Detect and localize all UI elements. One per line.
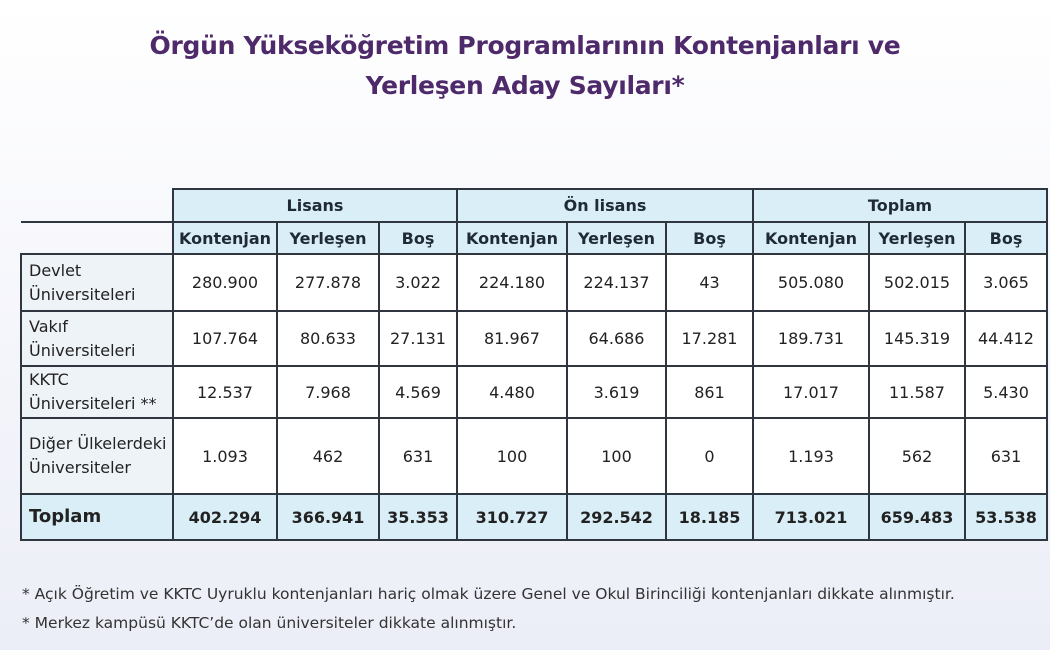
group-header-toplam: Toplam [753, 189, 1047, 222]
table-cell: 12.537 [173, 366, 277, 418]
row-label: Diğer Ülkelerdeki Üniversiteler [21, 418, 173, 494]
total-cell: 35.353 [379, 494, 457, 540]
table-cell: 631 [379, 418, 457, 494]
table-cell: 505.080 [753, 254, 869, 311]
subheader-kontenjan: Kontenjan [753, 222, 869, 254]
table-row [21, 366, 1047, 418]
total-cell: 713.021 [753, 494, 869, 540]
table-cell: 5.430 [965, 366, 1047, 418]
table-cell: 280.900 [173, 254, 277, 311]
table-cell: 100 [457, 418, 567, 494]
table-cell: 3.022 [379, 254, 457, 311]
table-cell: 7.968 [277, 366, 379, 418]
subheader-bos: Boş [666, 222, 753, 254]
table-cell: 861 [666, 366, 753, 418]
total-row [21, 494, 1047, 540]
total-cell: 659.483 [869, 494, 965, 540]
subheader-kontenjan: Kontenjan [173, 222, 277, 254]
table-cell: 43 [666, 254, 753, 311]
subheader-yerlesen: Yerleşen [567, 222, 666, 254]
table-cell: 27.131 [379, 311, 457, 366]
table-cell: 189.731 [753, 311, 869, 366]
quota-table [20, 188, 1048, 541]
table-cell: 44.412 [965, 311, 1047, 366]
total-cell: 366.941 [277, 494, 379, 540]
total-cell: 402.294 [173, 494, 277, 540]
total-cell: 18.185 [666, 494, 753, 540]
table-row [21, 418, 1047, 494]
table-corner [21, 189, 173, 222]
table-cell: 107.764 [173, 311, 277, 366]
title-line-1: Örgün Yükseköğretim Programlarının Kontenjanları ve [149, 31, 901, 60]
table-cell: 11.587 [869, 366, 965, 418]
table-cell: 3.065 [965, 254, 1047, 311]
table-cell: 1.193 [753, 418, 869, 494]
group-header-onlisans: Ön lisans [457, 189, 753, 222]
row-label: Vakıf Üniversiteleri [21, 311, 173, 366]
table-row [21, 254, 1047, 311]
table-cell: 3.619 [567, 366, 666, 418]
table-cell: 462 [277, 418, 379, 494]
table-cell: 80.633 [277, 311, 379, 366]
subheader-yerlesen: Yerleşen [277, 222, 379, 254]
table-corner-2 [21, 222, 173, 254]
table-cell: 631 [965, 418, 1047, 494]
table-cell: 1.093 [173, 418, 277, 494]
group-header-lisans: Lisans [173, 189, 457, 222]
row-label: Devlet Üniversiteleri [21, 254, 173, 311]
total-cell: 53.538 [965, 494, 1047, 540]
footnote: * Açık Öğretim ve KKTC Uyruklu kontenjanları hariç olmak üzere Genel ve Okul Birinciliği kontenjanları dikkate alınmıştır. [22, 585, 955, 603]
total-cell: 310.727 [457, 494, 567, 540]
title-line-2: Yerleşen Aday Sayıları* [365, 71, 685, 100]
table-cell: 562 [869, 418, 965, 494]
table-cell: 502.015 [869, 254, 965, 311]
subheader-bos: Boş [965, 222, 1047, 254]
footnote: * Merkez kampüsü KKTC’de olan üniversiteler dikkate alınmıştır. [22, 614, 517, 632]
row-label: KKTC Üniversiteleri ** [21, 366, 173, 418]
table-row [21, 311, 1047, 366]
table-cell: 64.686 [567, 311, 666, 366]
table-cell: 81.967 [457, 311, 567, 366]
table-cell: 224.180 [457, 254, 567, 311]
table-cell: 145.319 [869, 311, 965, 366]
footnotes [22, 580, 955, 638]
table-cell: 17.281 [666, 311, 753, 366]
table-cell: 100 [567, 418, 666, 494]
page-title [0, 26, 1050, 106]
table-cell: 277.878 [277, 254, 379, 311]
table-cell: 17.017 [753, 366, 869, 418]
table-cell: 4.480 [457, 366, 567, 418]
table-cell: 0 [666, 418, 753, 494]
table-cell: 224.137 [567, 254, 666, 311]
subheader-kontenjan: Kontenjan [457, 222, 567, 254]
subheader-bos: Boş [379, 222, 457, 254]
table-cell: 4.569 [379, 366, 457, 418]
total-cell: 292.542 [567, 494, 666, 540]
subheader-yerlesen: Yerleşen [869, 222, 965, 254]
total-label: Toplam [21, 494, 173, 540]
